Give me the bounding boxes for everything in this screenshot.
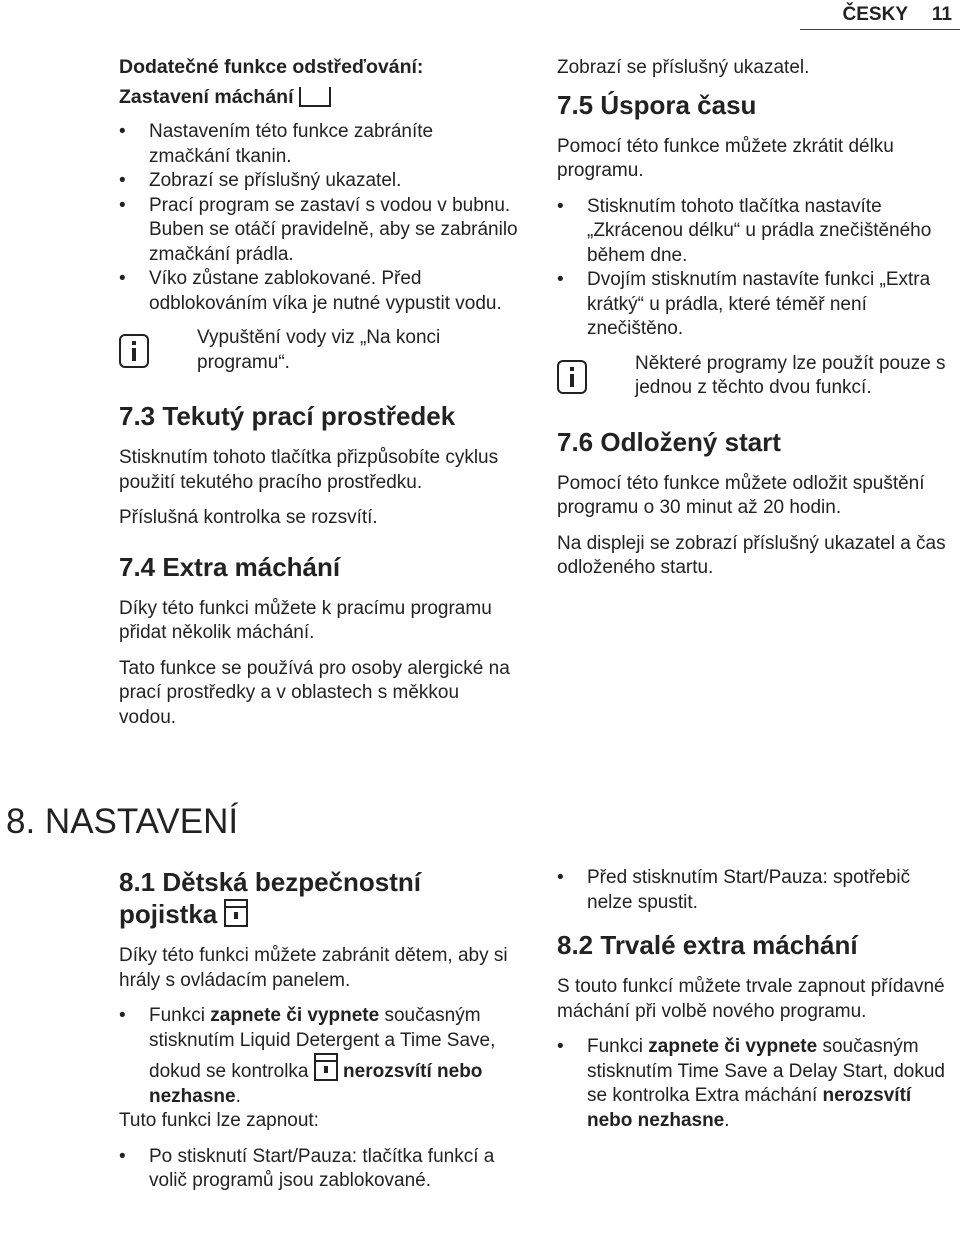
section-8-2-text: S touto funkcí můžete trvale zapnout přídavné máchání při volbě nového programu. [557, 976, 945, 1022]
indicator-text: Zobrazí se příslušný ukazatel. [557, 57, 810, 78]
list-item: • Před stisknutím Start/Pauza: spotřebič nelze spustit. [557, 866, 955, 915]
left-column-upper [119, 52, 519, 741]
section-7-4-title: 7.4 Extra máchání [119, 551, 341, 582]
section-7-5-text: Pomocí této funkce můžete zkrátit délku programu. [557, 135, 894, 181]
page-number: 11 [931, 4, 952, 25]
section-7-6-title: 7.6 Odložený start [557, 426, 781, 457]
section-8-2-list [557, 1035, 955, 1133]
info-icon [119, 334, 149, 368]
section-7-4-text: Díky této funkci můžete k pracímu programu přidat několik máchání. [119, 597, 492, 643]
section-7-3-title: 7.3 Tekutý prací prostředek [119, 401, 456, 431]
rinse-hold-icon [299, 87, 331, 107]
rinse-hold-list [119, 120, 519, 316]
left-column-lower [119, 866, 519, 1204]
section-7-3-text-2: Příslušná kontrolka se rozsvítí. [119, 507, 378, 528]
child-lock-icon [314, 1053, 338, 1081]
header-rule [800, 29, 960, 30]
info-note [557, 352, 952, 412]
info-note-text: Některé programy lze použít pouze s jednou z těchto dvou funkcí. [635, 352, 946, 398]
list-item: • Stisknutím tohoto tlačítka nastavíte „Zkrácenou délku“ u prádla znečištěného během dne. [557, 195, 952, 269]
section-8-1-list-2 [119, 1145, 519, 1194]
child-lock-icon [224, 899, 248, 927]
right-column-upper [557, 56, 952, 592]
list-item: • Víko zůstane zablokované. Před odblokováním víka je nutné vypustit vodu. [119, 267, 519, 316]
spin-extra-title: Dodatečné funkce odstřeďování: [119, 56, 424, 78]
section-7-6-text-2: Na displeji se zobrazí příslušný ukazatel a čas odloženého startu. [557, 532, 946, 578]
list-item: • Prací program se zastaví s vodou v bubnu. Buben se otáčí pravidelně, aby se zabránilo zmačkání prádla. [119, 194, 519, 268]
info-icon [557, 360, 587, 394]
section-7-5-list [557, 195, 952, 342]
section-8-1-text-2: Tuto funkci lze zapnout: [119, 1110, 319, 1131]
start-pause-list [557, 866, 955, 915]
section-8-1-list [119, 1004, 519, 1109]
section-7-4-text-2: Tato funkce se používá pro osoby alergické na prací prostředky a v oblastech s měkkou vodou. [119, 657, 510, 728]
info-note [119, 326, 519, 386]
right-column-lower [557, 866, 955, 1143]
section-8-1-title: 8.1 Dětská bezpečnostní pojistka [119, 867, 421, 929]
section-7-5-title: 7.5 Úspora času [557, 89, 757, 120]
list-item: • Po stisknutí Start/Pauza: tlačítka funkcí a volič programů jsou zablokované. [119, 1145, 519, 1194]
list-item: • Nastavením této funkce zabráníte zmačkání tkanin. [119, 120, 519, 169]
page-header [0, 2, 960, 28]
section-8-2-title: 8.2 Trvalé extra máchání [557, 930, 858, 960]
list-item: • Zobrazí se příslušný ukazatel. [119, 169, 519, 194]
list-item: • Funkci zapnete či vypnete současným stisknutím Time Save a Delay Start, dokud se kontrolka Extra máchání nerozsvítí nebo nezhasne. [557, 1035, 955, 1133]
language-label: ČESKY [842, 4, 908, 25]
section-8-1-text: Díky této funkci můžete zabránit dětem, aby si hrály s ovládacím panelem. [119, 945, 508, 991]
chapter-title: 8. NASTAVENÍ [6, 802, 239, 841]
list-item: • Funkci zapnete či vypnete současným stisknutím Liquid Detergent a Time Save, dokud se kontrolka nerozsvítí nebo nezhasne. [119, 1004, 519, 1109]
list-item: • Dvojím stisknutím nastavíte funkci „Extra krátký“ u prádla, které téměř není znečištěno. [557, 268, 952, 342]
rinse-hold-title: Zastavení máchání [119, 82, 519, 112]
section-7-6-text: Pomocí této funkce můžete odložit spuštění programu o 30 minut až 20 hodin. [557, 472, 925, 518]
section-7-3-text: Stisknutím tohoto tlačítka přizpůsobíte cyklus použití tekutého pracího prostředku. [119, 447, 499, 493]
info-note-text: Vypuštění vody viz „Na konci programu“. [197, 327, 441, 373]
